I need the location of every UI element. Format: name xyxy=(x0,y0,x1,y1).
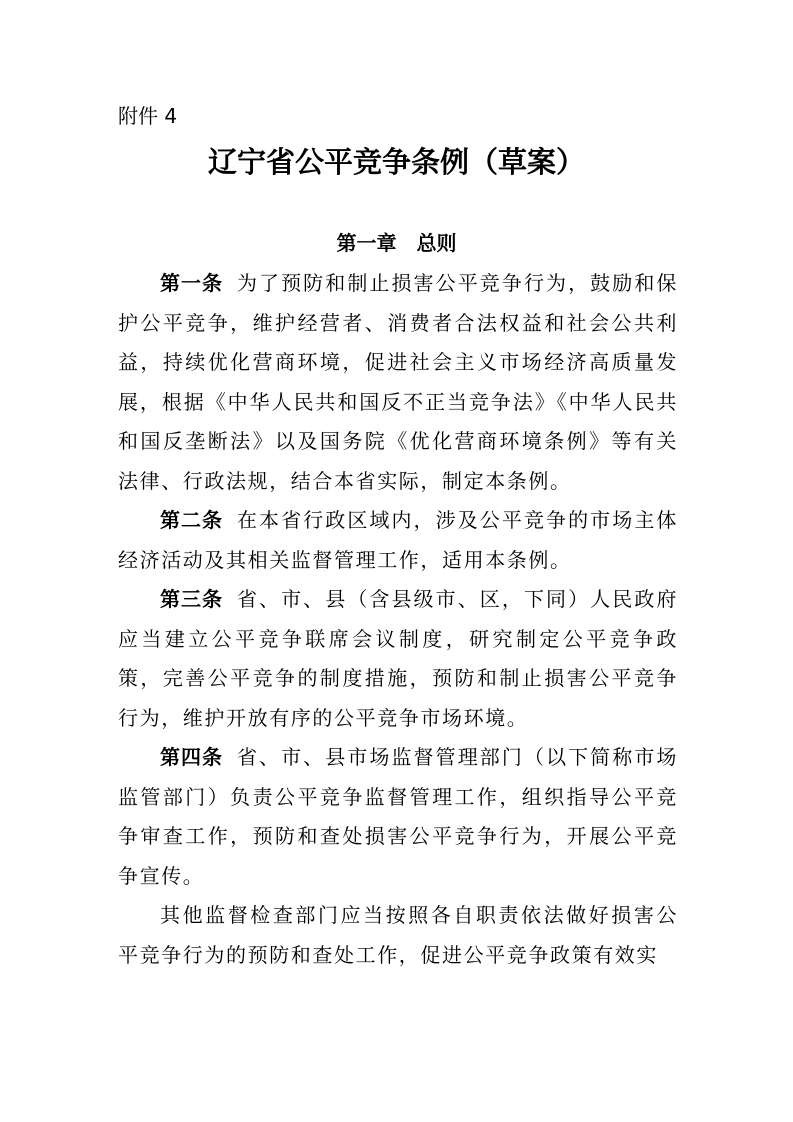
document-body xyxy=(118,264,678,975)
article-label: 第二条 xyxy=(160,508,223,532)
article-label: 第四条 xyxy=(160,745,223,769)
article-text: 为了预防和制止损害公平竞争行为，鼓励和保护公平竞争，维护经营者、消费者合法权益和社会公共利益，持续优化营商环境，促进社会主义市场经济高质量发展，根据《中华人民共和国反不正当竞争法》《中华人民共和国反垄断法》以及国务院《优化营商环境条例》等有关法律、行政法规，结合本省实际，制定本条例。 xyxy=(118,271,679,493)
document-title: 辽宁省公平竞争条例（草案） xyxy=(207,145,585,179)
chapter-heading: 第一章 总则 xyxy=(336,231,457,255)
article-paragraph xyxy=(118,264,678,501)
article-paragraph xyxy=(118,580,678,738)
article-paragraph xyxy=(118,501,678,580)
body-paragraph: 其他监督检查部门应当按照各自职责依法做好损害公平竞争行为的预防和查处工作，促进公平竞争政策有效实 xyxy=(118,903,678,967)
article-paragraph xyxy=(118,738,678,896)
article-text: 在本省行政区域内，涉及公平竞争的市场主体经济活动及其相关监督管理工作，适用本条例。 xyxy=(118,508,679,572)
article-label: 第三条 xyxy=(160,587,223,611)
attachment-label: 附件 4 xyxy=(118,104,178,128)
article-text: 省、市、县市场监督管理部门（以下简称市场监管部门）负责公平竞争监督管理工作，组织指导公平竞争审查工作，预防和查处损害公平竞争行为，开展公平竞争宣传。 xyxy=(118,745,679,888)
article-label: 第一条 xyxy=(160,271,223,295)
article-text: 省、市、县（含县级市、区，下同）人民政府应当建立公平竞争联席会议制度，研究制定公平竞争政策，完善公平竞争的制度措施，预防和制止损害公平竞争行为，维护开放有序的公平竞争市场环境。 xyxy=(118,587,679,730)
